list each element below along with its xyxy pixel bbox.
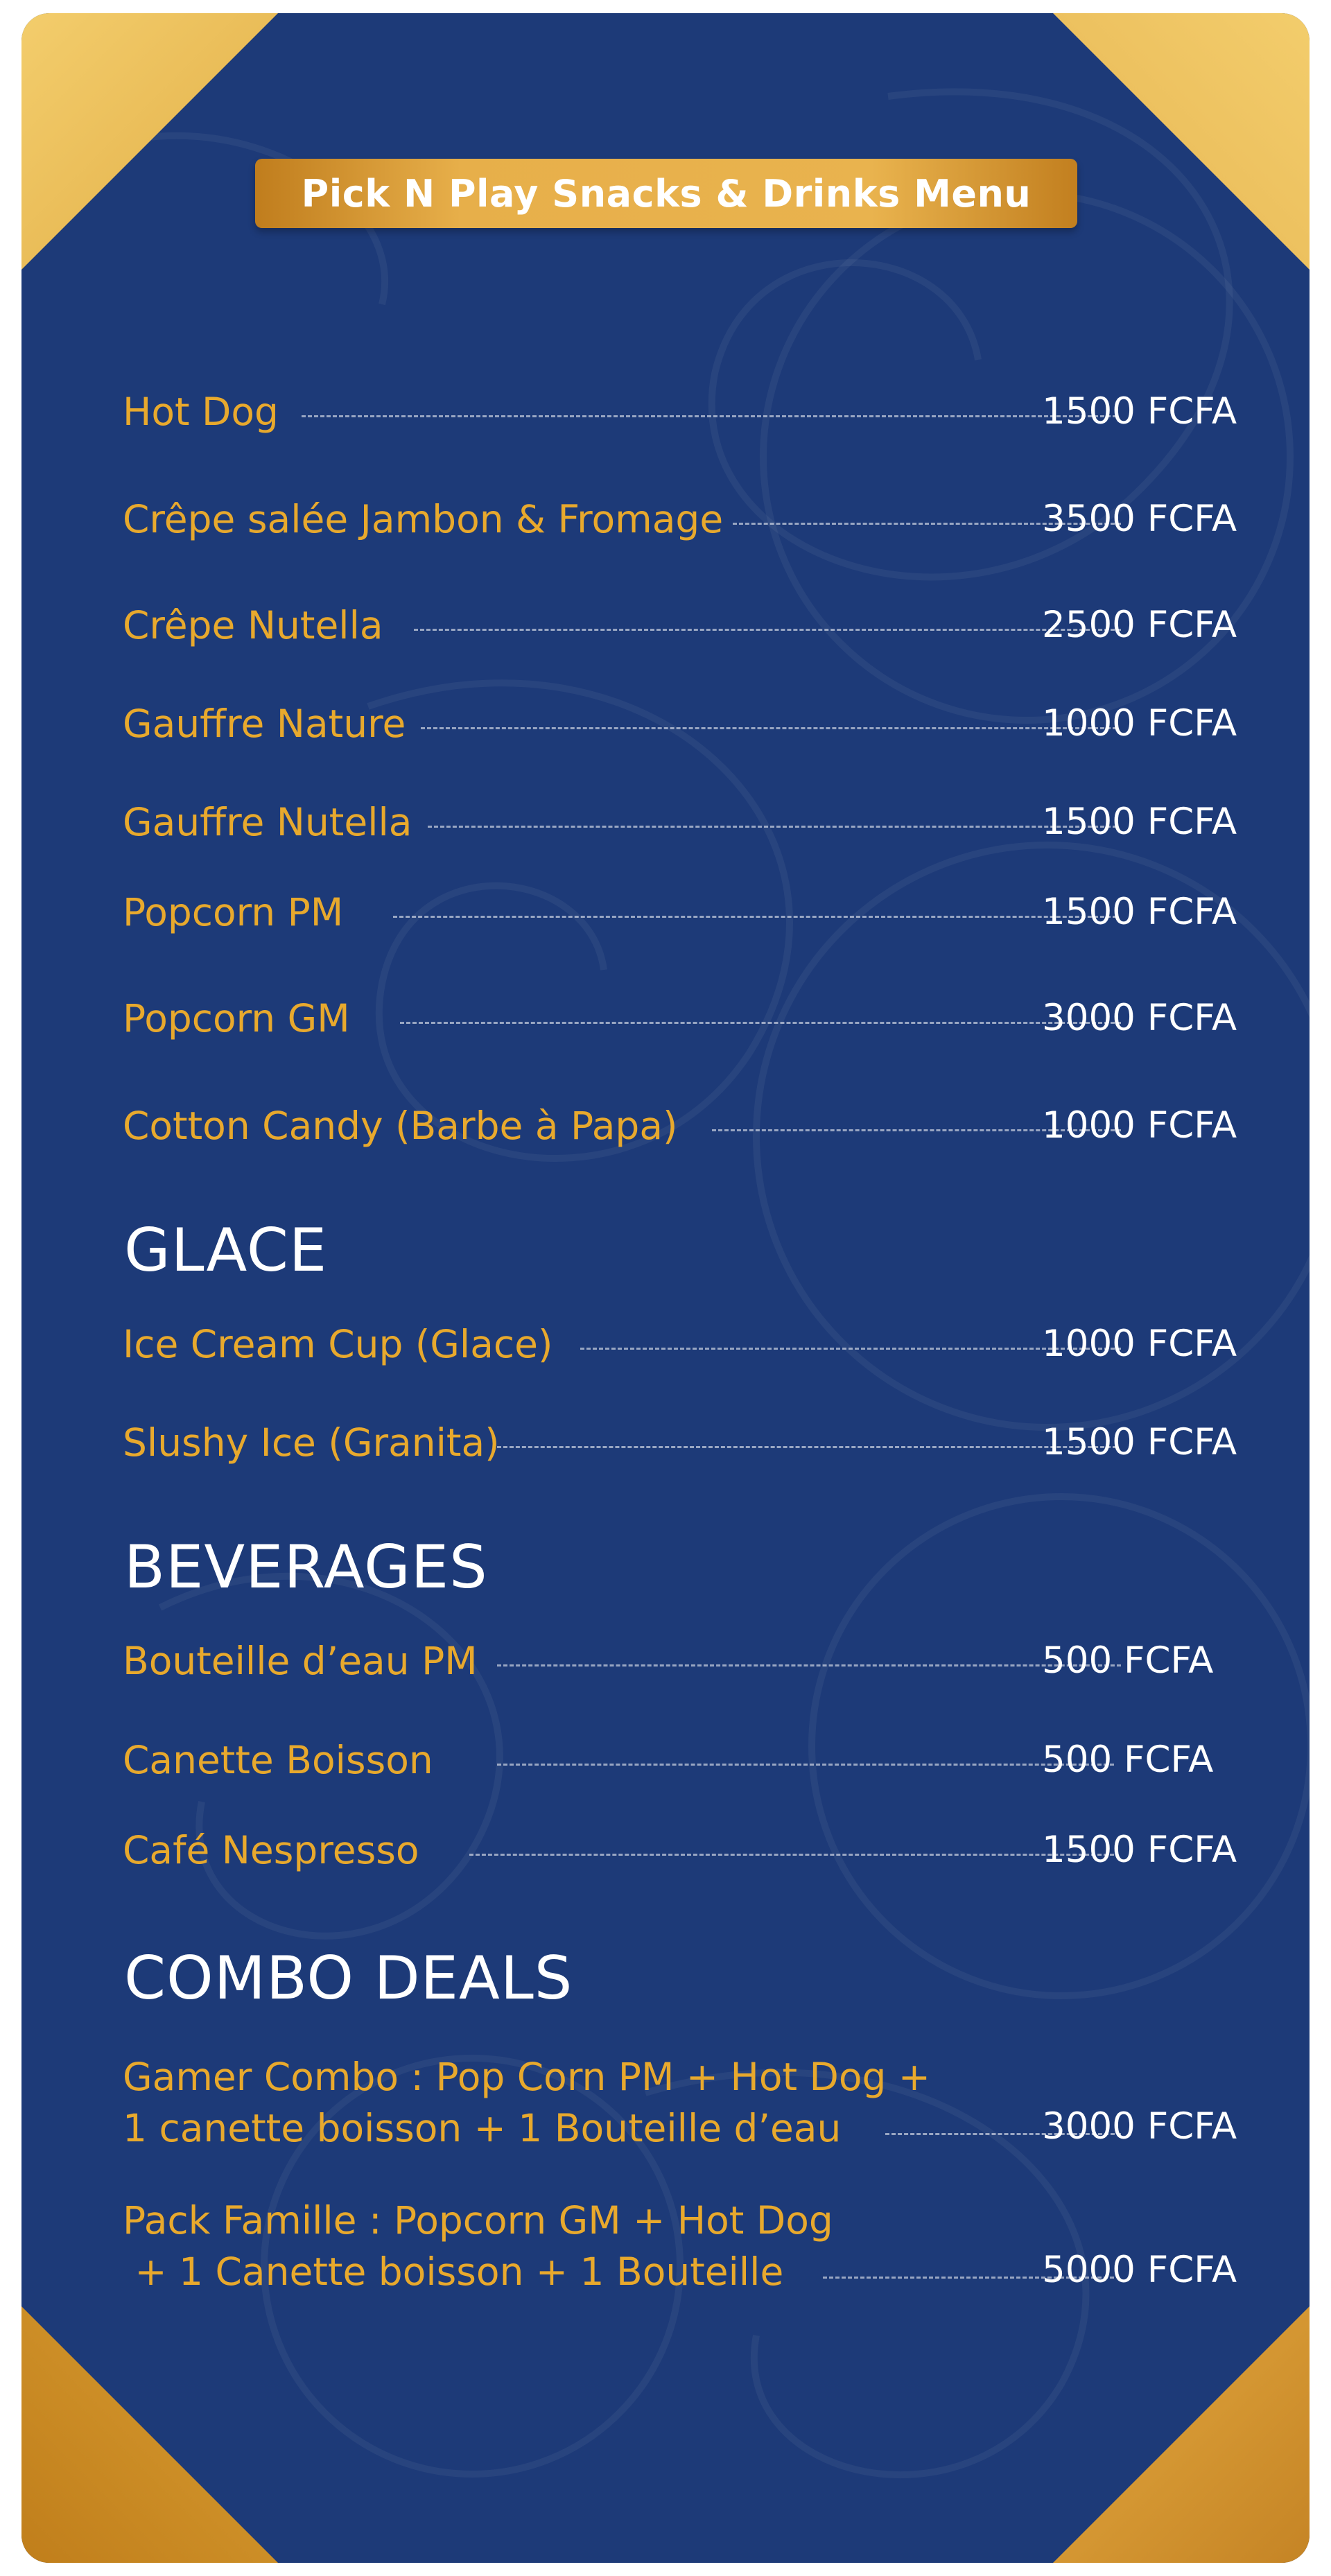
combo-item [123,2195,1273,2299]
item-price: 500 FCFA [1042,1639,1214,1682]
item-price: 500 FCFA [1042,1739,1214,1781]
item-name: Popcorn PM [123,890,344,934]
item-name: Crêpe Nutella [123,603,383,647]
item-price: 1500 FCFA [1042,801,1237,843]
dotted-leader [421,727,1117,729]
item-price: 3000 FCFA [1042,2105,1237,2148]
combo-description [123,2195,833,2297]
item-name: Popcorn GM [123,996,350,1041]
item-name: Gauffre Nature [123,702,406,746]
item-name: Crêpe salée Jambon & Fromage [123,497,724,541]
menu-card [21,13,1310,2563]
dotted-leader [400,1022,1121,1024]
item-name: Gauffre Nutella [123,800,412,844]
dotted-leader [469,1854,1114,1856]
item-name: Cotton Candy (Barbe à Papa) [123,1104,678,1148]
section-heading-combo-deals: COMBO DEALS [124,1944,573,2013]
dotted-leader [393,916,1117,918]
item-price: 1000 FCFA [1042,1104,1237,1147]
item-price: 1500 FCFA [1042,390,1237,433]
item-name: Hot Dog [123,390,279,434]
dotted-leader [414,629,1121,631]
dotted-leader [580,1348,1121,1350]
item-name: Canette Boisson [123,1738,433,1782]
combo-line-2: + 1 Canette boisson + 1 Bouteille [123,2249,784,2294]
item-price: 1000 FCFA [1042,702,1237,745]
section-heading-beverages: BEVERAGES [124,1533,488,1602]
item-name: Ice Cream Cup (Glace) [123,1322,553,1366]
dotted-leader [302,415,1117,417]
combo-line-1: Pack Famille : Popcorn GM + Hot Dog [123,2198,833,2243]
item-price: 1500 FCFA [1042,1421,1237,1463]
item-price: 1500 FCFA [1042,891,1237,933]
dotted-leader [428,826,1117,828]
menu-title-banner: Pick N Play Snacks & Drinks Menu [255,159,1077,228]
item-name: Bouteille d’eau PM [123,1639,478,1683]
dotted-leader [497,1446,1117,1448]
item-price: 3500 FCFA [1042,498,1237,540]
combo-item [123,2051,1273,2155]
item-name: Café Nespresso [123,1828,419,1872]
item-price: 1500 FCFA [1042,1829,1237,1871]
section-heading-glace: GLACE [124,1216,328,1285]
combo-line-1: Gamer Combo : Pop Corn PM + Hot Dog + [123,2055,931,2099]
item-price: 5000 FCFA [1042,2249,1237,2291]
dotted-leader [497,1764,1114,1766]
item-price: 3000 FCFA [1042,997,1237,1039]
combo-description [123,2051,930,2154]
item-price: 2500 FCFA [1042,604,1237,646]
item-price: 1000 FCFA [1042,1323,1237,1365]
item-name: Slushy Ice (Granita) [123,1420,500,1465]
combo-line-2: 1 canette boisson + 1 Bouteille d’eau [123,2106,842,2150]
dotted-leader [497,1664,1121,1666]
